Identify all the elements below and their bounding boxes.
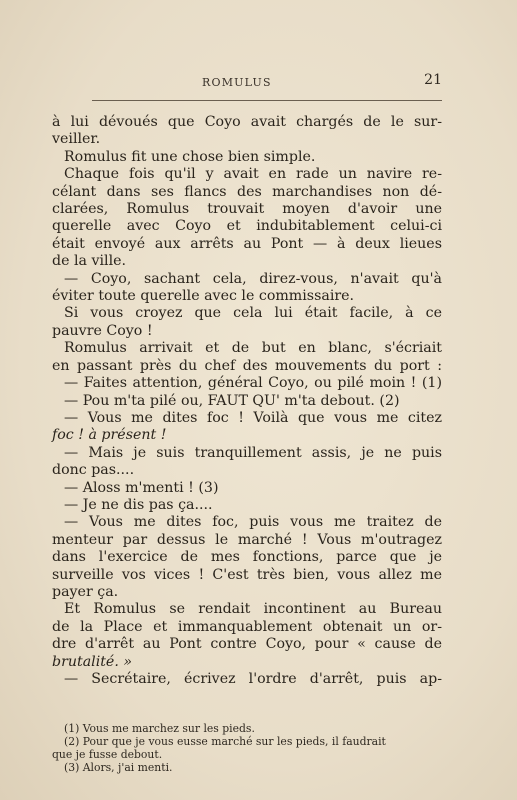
text-line: pauvre Coyo ! [52,322,153,339]
footnote: (2) Pour que je vous eusse marché sur les pieds, il faudrait [64,735,386,748]
text-line: — Vous me dites foc ! Voilà que vous me citez [64,409,442,426]
text-line: de la Place et immanquablement obtenait un or- [52,618,442,635]
text-line: donc pas.... [52,462,135,479]
text-line: payer ça. [52,583,119,600]
text-line: à lui dévoués que Coyo avait chargés de le sur- [52,114,442,130]
text-line: célant dans ses flancs des marchandises non dé- [52,183,442,200]
text-line: dans l'exercice de mes fonctions, parce que je [52,549,442,566]
text-line: — Aloss m'menti ! (3) [64,479,219,496]
text-line: — Secrétaire, écrivez l'ordre d'arrêt, puis ap- [64,671,442,687]
text-line: dre d'arrêt au Pont contre Coyo, pour « cause de [52,636,442,653]
text-line: Et Romulus se rendait incontinent au Bureau [64,601,442,618]
text-line: querelle avec Coyo et indubitablement celui-ci [52,218,442,235]
text-line: — Vous me dites foc, puis vous me traitez de [64,514,442,531]
page-number: 21 [424,72,442,88]
footnotes [52,722,442,774]
text-line: — Pou m'ta pilé ou, FAUT QU' m'ta debout. (2) [64,392,400,409]
footnote: (1) Vous me marchez sur les pieds. [64,722,255,735]
text-line: était envoyé aux arrêts au Pont — à deux lieues [52,235,442,252]
text-line: en passant près du chef des mouvements du port : [52,357,442,374]
text-line: menteur par dessus le marché ! Vous m'outragez [52,531,442,548]
text-line: foc ! à présent ! [52,427,167,444]
text-line: Si vous croyez que cela lui était facile, à ce [64,305,442,322]
text-line: surveille vos vices ! C'est très bien, vous allez me [52,566,442,583]
text-line: — Faites attention, général Coyo, ou pilé moin ! (1) [64,375,442,392]
text-line: éviter toute querelle avec le commissaire. [52,288,355,305]
text-line: brutalité. » [52,653,133,670]
running-title: ROMULUS [202,76,272,89]
header-rule [92,100,442,101]
footnote: que je fusse debout. [52,748,163,761]
text-line: de la ville. [52,253,127,270]
text-line: — Mais je suis tranquillement assis, je ne puis [64,444,442,461]
page-header [52,72,442,92]
text-line: Romulus fit une chose bien simple. [64,148,316,165]
text-line: Chaque fois qu'il y avait en rade un navire re- [64,166,442,183]
text-line: — Coyo, sachant cela, direz-vous, n'avait qu'à [64,270,442,287]
text-line: Romulus arrivait et de but en blanc, s'écriait [64,340,442,357]
footnote: (3) Alors, j'ai menti. [64,761,173,774]
body-text [52,114,442,688]
text-line: clarées, Romulus trouvait moyen d'avoir une [52,201,442,218]
text-line: veiller. [52,131,101,148]
text-line: — Je ne dis pas ça.... [64,496,213,513]
